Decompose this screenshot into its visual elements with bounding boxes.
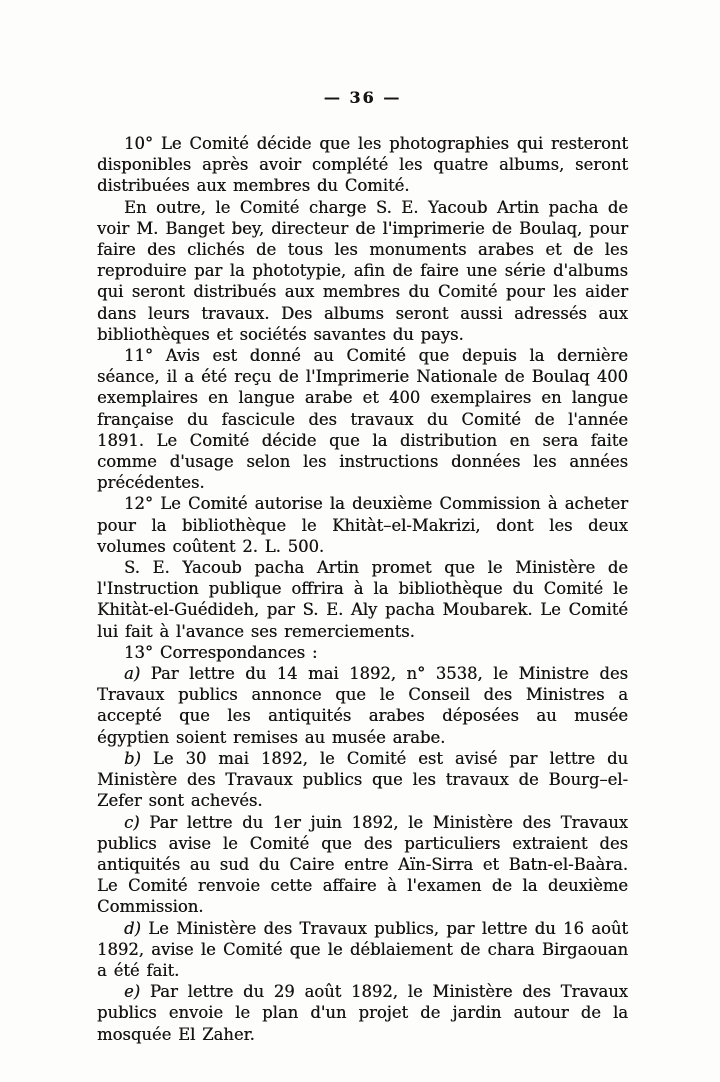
paragraph-11 — [97, 345, 628, 493]
paragraph-item-a — [97, 663, 628, 748]
paragraph-13-correspondances — [97, 642, 628, 663]
paragraph-text: Le Ministère des Travaux publics, par lettre du 16 août 1892, avise le Comité que le déblaiement de chara Birgaouan a été fait. — [97, 918, 629, 980]
paragraph-text: Par lettre du 1er juin 1892, le Ministère des Travaux publics avise le Comité que des particuliers extraient des antiquités au sud du Caire entre Aïn-Sirra et Batn-el-Baàra. Le Comité renvoie cette affaire à l'examen de la deuxième Commission. — [97, 812, 628, 917]
paragraph-text: Par lettre du 14 mai 1892, n° 3538, le Ministre des Travaux publics annonce que le Conseil des Ministres a accepté que les antiquités arabes déposées au musée égyptien soient remises au musée arabe. — [97, 664, 628, 747]
paragraph-text: 10° Le Comité décide que les photographies qui resteront disponibles après avoir complété les quatre albums, seront distribuées aux membres du Comité. — [97, 134, 628, 196]
item-letter: e) — [124, 982, 141, 1002]
paragraph-item-b — [97, 748, 628, 812]
paragraph-12 — [97, 493, 628, 557]
item-letter: b) — [124, 748, 141, 768]
paragraph-item-d — [97, 918, 628, 982]
item-letter: d) — [124, 918, 141, 938]
paragraph-item-c — [97, 812, 628, 918]
paragraph-en-outre — [97, 197, 628, 345]
paragraph-text: 12° Le Comité autorise la deuxième Commission à acheter pour la bibliothèque le Khitàt–el-Makrizi, dont les deux volumes coûtent 2. L. 500. — [97, 494, 628, 556]
paragraph-text: En outre, le Comité charge S. E. Yacoub Artin pacha de voir M. Banget bey, directeur de l'imprimerie de Boulaq, pour faire des clichés de tous les monuments arabes et de les reproduire par la phototypie, afin de faire une série d'albums qui seront distribués aux membres du Comité pour les aider dans leurs travaux. Des albums seront aussi adressés aux bibliothèques et sociétés savantes du pays. — [97, 197, 628, 344]
paragraph-text: Par lettre du 29 août 1892, le Ministère des Travaux publics envoie le plan d'un projet de jardin autour de la mosquée El Zaher. — [97, 982, 628, 1044]
paragraph-text: Le 30 mai 1892, le Comité est avisé par lettre du Ministère des Travaux publics que les travaux de Bourg–el-Zefer sont achevés. — [97, 748, 629, 811]
paragraph-yacoub-promise — [97, 557, 628, 642]
text-block — [97, 88, 628, 1045]
paragraph-10 — [97, 133, 628, 197]
paragraph-text: 11° Avis est donné au Comité que depuis la dernière séance, il a été reçu de l'Imprimerie Nationale de Boulaq 400 exemplaires en langue arabe et 400 exemplaires en langue française du fascicule des travaux du Comité de l'année 1891. Le Comité décide que la distribution en sera faite comme d'usage selon les instructions données les années précédentes. — [97, 346, 628, 493]
item-letter: a) — [124, 664, 141, 684]
paragraph-text: S. E. Yacoub pacha Artin promet que le Ministère de l'Instruction publique offrira à la bibliothèque du Comité le Khitàt-el-Guédideh, par S. E. Aly pacha Moubarek. Le Comité lui fait à l'avance ses remerciements. — [97, 558, 628, 641]
paragraph-text: 13° Correspondances : — [124, 642, 318, 662]
page-number: — 36 — — [323, 88, 402, 107]
paragraph-item-e — [97, 981, 628, 1045]
item-letter: c) — [124, 812, 140, 832]
